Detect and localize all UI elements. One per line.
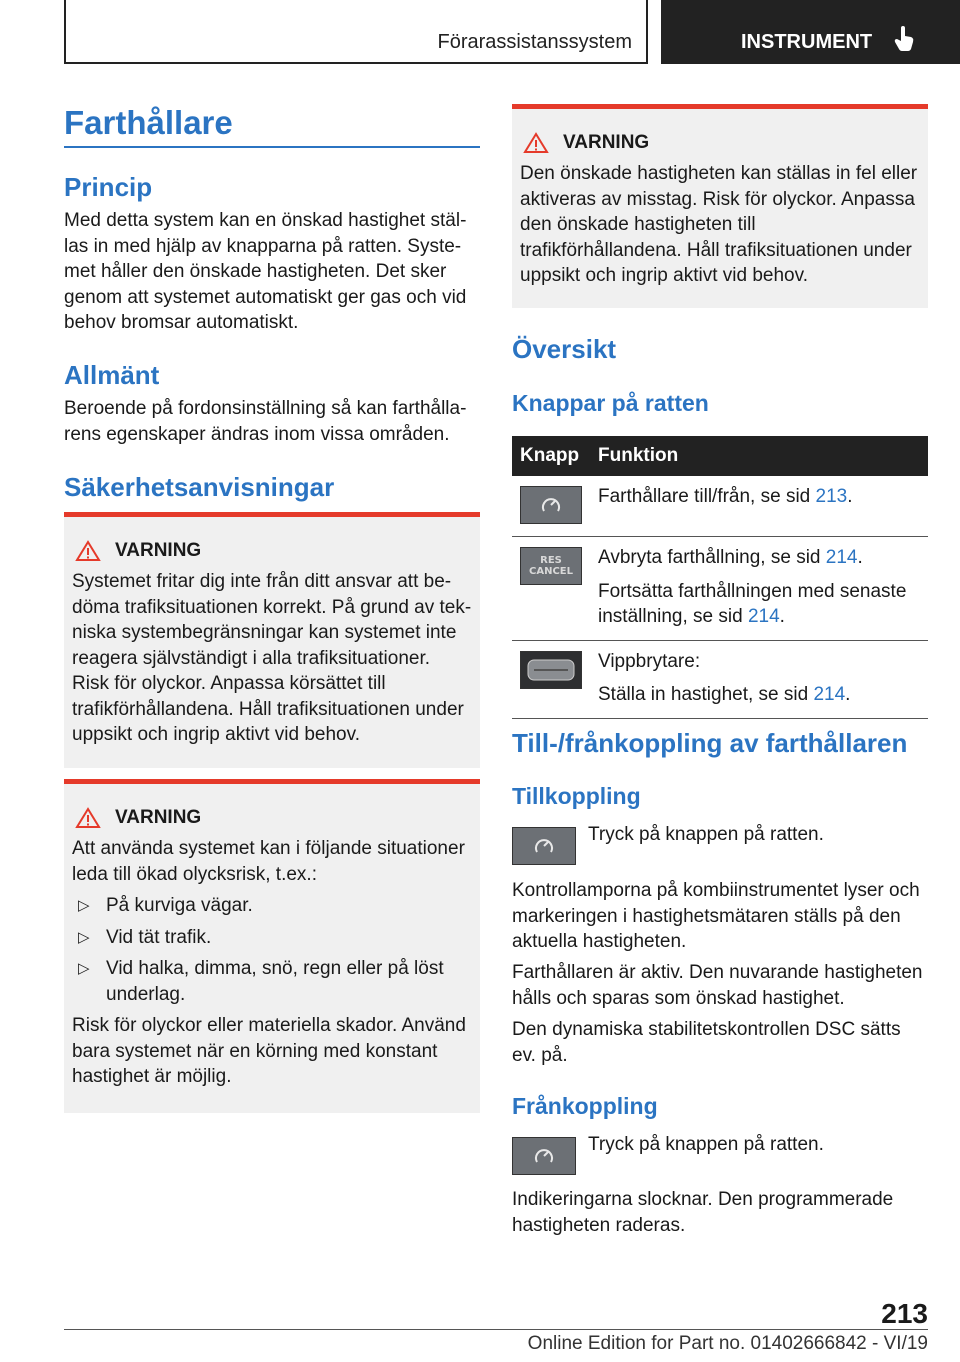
cruise-control-button-icon (512, 1137, 576, 1175)
buttons-table (512, 436, 928, 719)
warning-box-3 (512, 104, 928, 308)
page-link[interactable]: 213 (815, 486, 848, 507)
warning-text: Den önskade hastigheten kan ställas in fel eller aktiveras av misstag. Risk för olyckor. Anpassa den önskade hastigheten till trafikförhållandena. Håll trafiksituationen under uppsikt och ingrip aktivt vid behov. (520, 163, 918, 286)
function-cell: Farthållare till/från, se sid 213. (590, 476, 928, 537)
warning-outro: Risk för olyckor eller materiella skador. Använd bara systemet när en körning med konstant hastighet är möjlig. (72, 1015, 466, 1087)
table-row (512, 640, 928, 718)
switch-on-heading: Tillkoppling (512, 783, 641, 809)
switch-on-text-2: Farthållaren är aktiv. Den nuvarande hastigheten hålls och sparas som önskad hastighet. (512, 962, 923, 1009)
section-tab (64, 0, 648, 64)
warning-header (72, 537, 472, 565)
warning-triangle-icon (75, 540, 101, 562)
warning-label: VARNING (115, 807, 202, 828)
chapter-tab (661, 0, 960, 64)
switch-off-heading: Frånkoppling (512, 1093, 658, 1119)
footer-rule (64, 1329, 928, 1330)
column-header-key: Knapp (512, 436, 590, 476)
list-item: ▷ På kurviga vägar. (72, 893, 472, 919)
page-title: Farthållare (64, 104, 233, 141)
bullet-triangle-icon: ▷ (78, 897, 90, 914)
key-cell (512, 476, 590, 537)
warning-intro: Att använda systemet kan i följande situationer leda till ökad olycksrisk, t.ex.: (72, 838, 465, 885)
warning-triangle-icon (75, 807, 101, 829)
table-header-row (512, 436, 928, 476)
key-cell (512, 640, 590, 718)
page-link[interactable]: 214 (747, 606, 780, 627)
warning-label: VARNING (563, 132, 650, 153)
general-text: Beroende på fordonsinställning så kan farthållarens egenskaper ändras inom vissa områden. (64, 398, 467, 445)
principle-text: Med detta system kan en önskad hastighet ställas in med hjälp av knapparna på ratten. Systemet håller den önskade hastigheten. Det sker genom att systemet automatiskt ger gas och vid behov bromsar automatiskt. (64, 210, 467, 333)
warning-bullet-list (72, 893, 472, 1007)
edition-note: Online Edition for Part no. 01402666842 - VI/19 (527, 1333, 928, 1354)
section-title: Förarassistanssystem (437, 31, 632, 53)
rocker-switch-icon (520, 651, 582, 689)
page-link[interactable]: 214 (813, 684, 846, 705)
table-row (512, 537, 928, 641)
general-heading: Allmänt (64, 360, 160, 390)
column-header-function: Funktion (590, 436, 928, 476)
switch-on-text-3: Den dynamiska stabilitetskontrollen DSC sätts ev. på. (512, 1019, 901, 1066)
overview-heading: Översikt (512, 334, 617, 364)
page-number: 213 (881, 1298, 928, 1329)
table-row (512, 476, 928, 537)
principle-heading: Princip (64, 172, 153, 202)
switch-off-action: Tryck på knappen på ratten. (588, 1134, 824, 1155)
switch-on-action: Tryck på knappen på ratten. (588, 824, 824, 845)
bullet-triangle-icon: ▷ (78, 960, 90, 977)
function-cell: Avbryta farthållning, se sid 214. Fortsätta farthållningen med senaste inställning, se sid 214. (590, 537, 928, 641)
warning-triangle-icon (523, 132, 549, 154)
page-link[interactable]: 214 (825, 547, 858, 568)
list-item: ▷ Vid tät trafik. (72, 925, 472, 951)
warning-header (520, 129, 920, 157)
cruise-control-button-icon (520, 486, 582, 524)
key-cell (512, 537, 590, 641)
toggle-heading: Till-/frånkoppling av farthållaren (512, 728, 908, 758)
cruise-control-button-icon (512, 827, 576, 865)
res-cancel-button-icon: RES CANCEL (520, 547, 582, 585)
warning-box-1 (64, 512, 480, 768)
title-rule (64, 146, 480, 148)
warning-box-2 (64, 779, 480, 1113)
warning-header (72, 804, 472, 832)
pointing-hand-icon (893, 26, 915, 52)
buttons-subheading: Knappar på ratten (512, 390, 709, 416)
safety-heading: Säkerhetsanvisningar (64, 472, 335, 502)
function-cell: Vippbrytare: Ställa in hastighet, se sid 214. (590, 640, 928, 718)
warning-label: VARNING (115, 540, 202, 561)
chapter-title: INSTRUMENT (741, 31, 873, 53)
switch-off-text: Indikeringarna slocknar. Den programmerade hastigheten raderas. (512, 1189, 894, 1236)
list-item: ▷ Vid halka, dimma, snö, regn eller på löst underlag. (78, 958, 444, 1005)
warning-text: Systemet fritar dig inte från ditt ansvar att bedöma trafiksituationen korrekt. På grund av tekniska systembegränsningar kan systemet inte reagera självständigt i alla trafiksituationer. Risk för olyckor. Anpassa körsättet till trafikförhållandena. Håll trafiksituationen under uppsikt och ingrip aktivt vid behov. (72, 571, 472, 745)
bullet-triangle-icon: ▷ (78, 928, 90, 946)
switch-on-text-1: Kontrollamporna på kombiinstrumentet lyser och markeringen i hastighetsmätaren ställs på den aktuella hastigheten. (512, 880, 920, 952)
